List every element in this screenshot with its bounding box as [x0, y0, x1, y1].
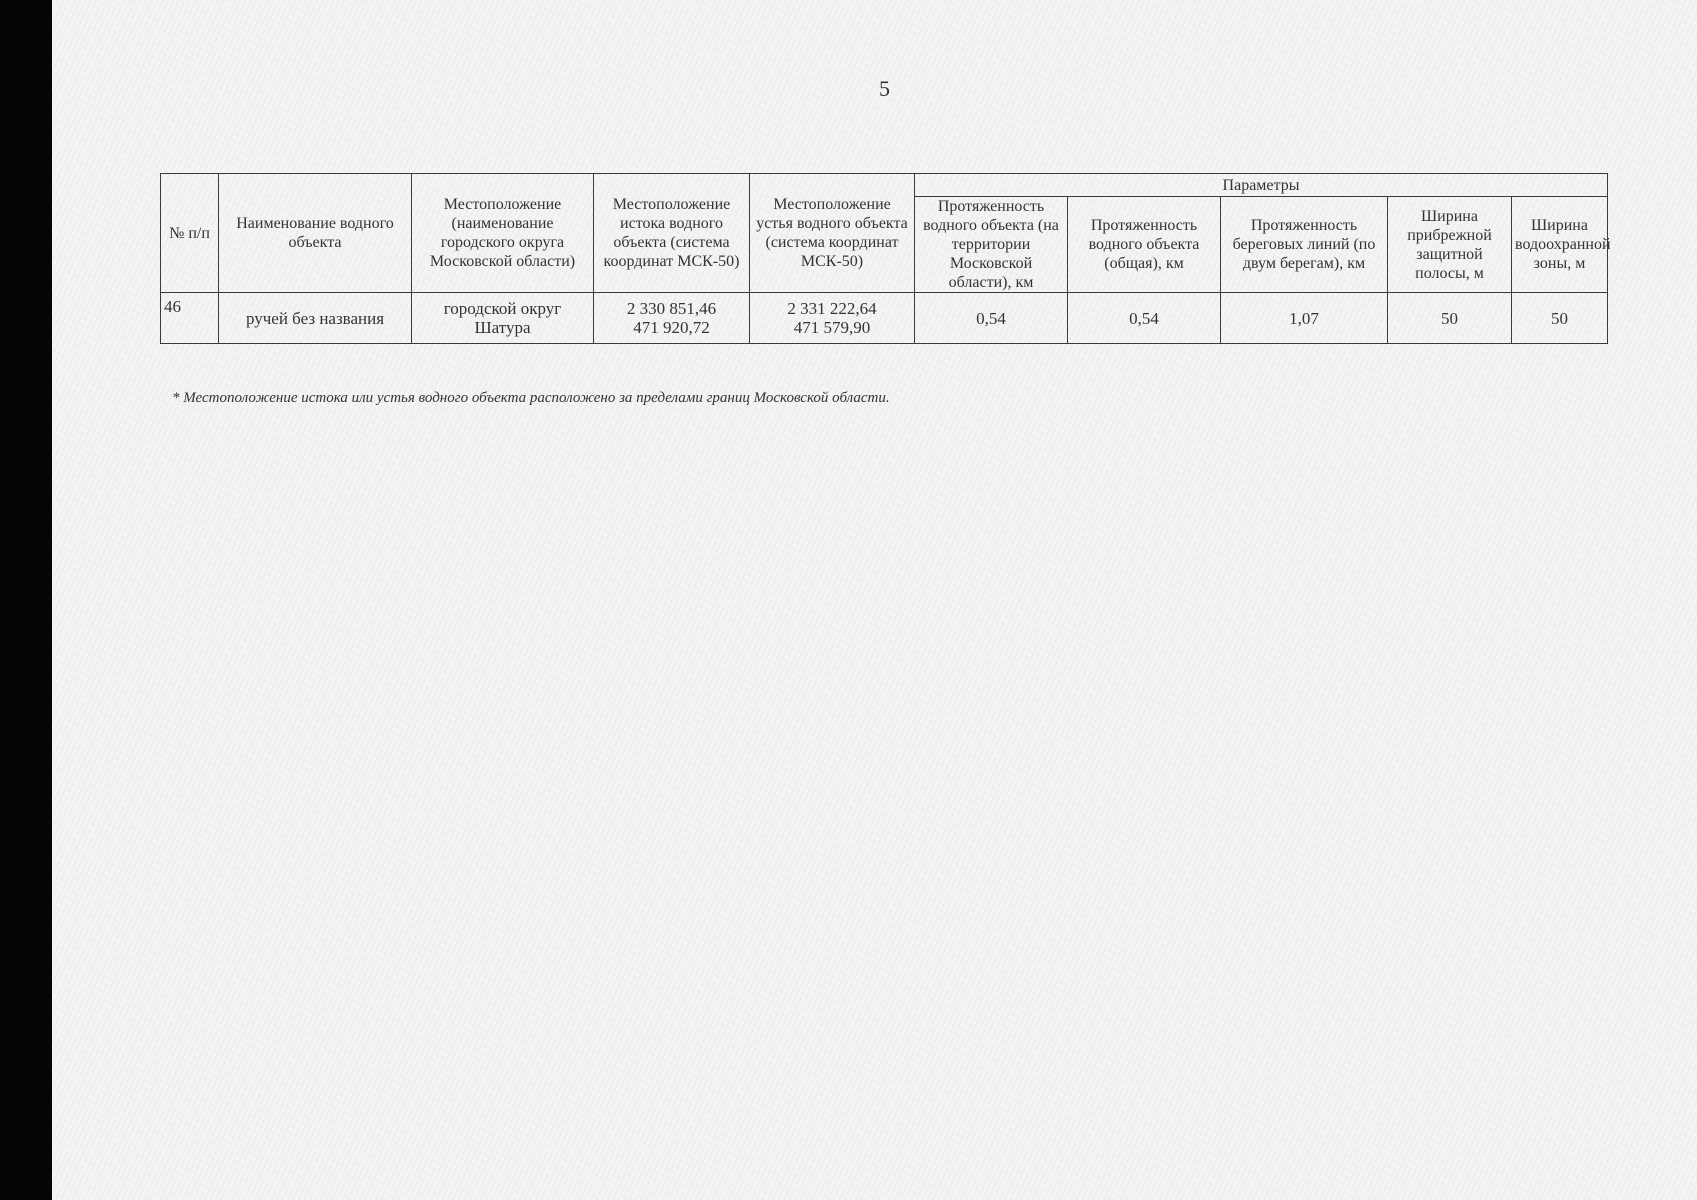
cell-protection-zone: 50	[1512, 293, 1608, 344]
header-name: Наименование водного объекта	[219, 174, 412, 293]
footnote: * Местоположение истока или устья водного объекта расположено за пределами границ Московской области.	[172, 390, 890, 406]
document-page	[52, 0, 1697, 1200]
cell-location-line1: городской округ	[443, 299, 562, 318]
header-coastal-strip: Ширина прибрежной защитной полосы, м	[1388, 197, 1512, 293]
header-protection-zone: Ширина водоохранной зоны, м	[1512, 197, 1608, 293]
cell-source	[594, 293, 750, 344]
page-number: 5	[879, 76, 890, 101]
cell-mouth	[750, 293, 915, 344]
header-row-1	[161, 174, 1608, 197]
header-length-region: Протяженность водного объекта (на территории Московской области), км	[915, 197, 1068, 293]
table-row	[161, 293, 1608, 344]
cell-location-line2: Шатура	[474, 318, 531, 337]
water-objects-table	[160, 173, 1611, 344]
header-location: Местоположение (наименование городского округа Московской области)	[412, 174, 594, 293]
scan-border	[0, 0, 52, 1200]
cell-mouth-line2: 471 579,90	[793, 318, 871, 337]
cell-mouth-line1: 2 331 222,64	[787, 299, 877, 318]
header-mouth: Местоположение устья водного объекта (система координат МСК-50)	[750, 174, 915, 293]
header-num: № п/п	[161, 174, 219, 293]
cell-name: ручей без названия	[219, 293, 412, 344]
header-source: Местоположение истока водного объекта (система координат МСК-50)	[594, 174, 750, 293]
cell-location	[412, 293, 594, 344]
header-length-total: Протяженность водного объекта (общая), км	[1068, 197, 1221, 293]
header-parameters: Параметры	[915, 174, 1608, 197]
cell-shoreline: 1,07	[1221, 293, 1388, 344]
cell-length-region: 0,54	[915, 293, 1068, 344]
cell-coastal-strip: 50	[1388, 293, 1512, 344]
cell-source-line2: 471 920,72	[633, 318, 710, 337]
cell-source-line1: 2 330 851,46	[626, 299, 717, 318]
header-shoreline: Протяженность береговых линий (по двум берегам), км	[1221, 197, 1388, 293]
cell-length-total: 0,54	[1068, 293, 1221, 344]
cell-num: 46	[161, 293, 219, 344]
